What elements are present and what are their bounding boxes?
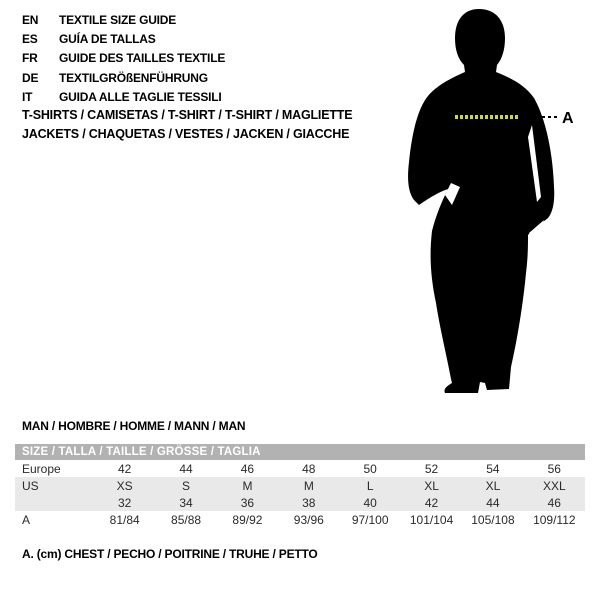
category-tshirts-line: T-SHIRTS / CAMISETAS / T-SHIRT / T-SHIRT / MAGLIETTE	[22, 108, 353, 122]
language-row-it	[22, 87, 225, 106]
size-table	[15, 444, 585, 528]
size-cell: 50	[363, 461, 377, 476]
size-cell: 34	[179, 495, 193, 510]
language-code: DE	[22, 70, 39, 85]
category-list	[22, 106, 352, 144]
language-row-en	[22, 10, 225, 29]
size-cell: XXL	[542, 478, 566, 493]
man-silhouette	[408, 9, 554, 393]
size-cell: XL	[485, 478, 501, 493]
size-cell: 48	[302, 461, 316, 476]
size-cell: 38	[302, 495, 316, 510]
size-cell: M	[242, 478, 253, 493]
language-row-de	[22, 68, 225, 87]
size-cell: 52	[424, 461, 439, 476]
man-silhouette-svg	[395, 5, 600, 400]
size-cell: 44	[486, 495, 500, 510]
language-code: EN	[22, 12, 39, 27]
language-title: GUIDE DES TAILLES TEXTILE	[59, 51, 226, 66]
size-cell: 46	[547, 495, 561, 510]
size-cell: XL	[424, 478, 439, 493]
size-cell: 89/92	[232, 512, 263, 527]
footnote-chest-measure: A. (cm) CHEST / PECHO / POITRINE / TRUHE / PETTO	[22, 547, 318, 561]
size-cell: 109/112	[533, 512, 576, 527]
size-cell: 54	[486, 461, 500, 476]
table-row-us	[15, 477, 585, 494]
size-cell: 42	[118, 461, 132, 476]
size-cell: 85/88	[171, 512, 202, 527]
row-label: US	[22, 478, 39, 493]
size-cell: 46	[240, 461, 255, 476]
section-title-man: MAN / HOMBRE / HOMME / MANN / MAN	[22, 419, 246, 433]
table-row-alt-sizes	[15, 494, 585, 511]
size-cell: 40	[363, 495, 377, 510]
size-cell: S	[182, 478, 191, 493]
size-cell: L	[366, 478, 374, 493]
size-cell: 32	[118, 495, 132, 510]
size-cell: 93/96	[293, 512, 324, 527]
table-row-chest-a	[15, 511, 585, 528]
size-cell: 81/84	[109, 512, 140, 527]
size-cell: 101/104	[409, 512, 454, 527]
size-cell: 42	[424, 495, 439, 510]
language-code: FR	[22, 51, 38, 66]
language-title: GUÍA DE TALLAS	[59, 31, 156, 46]
language-code: ES	[22, 31, 38, 46]
man-silhouette-figure	[395, 5, 600, 400]
size-cell: 105/108	[471, 512, 515, 527]
size-cell: M	[303, 478, 314, 493]
size-cell: 44	[179, 461, 193, 476]
language-title: TEXTILE SIZE GUIDE	[59, 12, 177, 27]
category-jackets-line: JACKETS / CHAQUETAS / VESTES / JACKEN / GIACCHE	[22, 127, 350, 141]
size-table-header: SIZE / TALLA / TAILLE / GRÖSSE / TAGLIA	[15, 444, 585, 460]
size-cell: XS	[116, 478, 133, 493]
table-row-europe	[15, 460, 585, 477]
language-title: TEXTILGRÖßENFÜHRUNG	[59, 70, 208, 85]
size-cell: 36	[240, 495, 255, 510]
row-label: Europe	[22, 461, 61, 476]
language-guide-list	[22, 10, 225, 106]
size-cell: 97/100	[351, 512, 389, 527]
language-row-fr	[22, 49, 225, 68]
size-cell: 56	[547, 461, 561, 476]
language-row-es	[22, 29, 225, 48]
row-label: A	[22, 512, 31, 527]
measure-label-a: A	[562, 110, 574, 127]
language-title: GUIDA ALLE TAGLIE TESSILI	[59, 89, 222, 104]
language-code: IT	[22, 89, 33, 104]
